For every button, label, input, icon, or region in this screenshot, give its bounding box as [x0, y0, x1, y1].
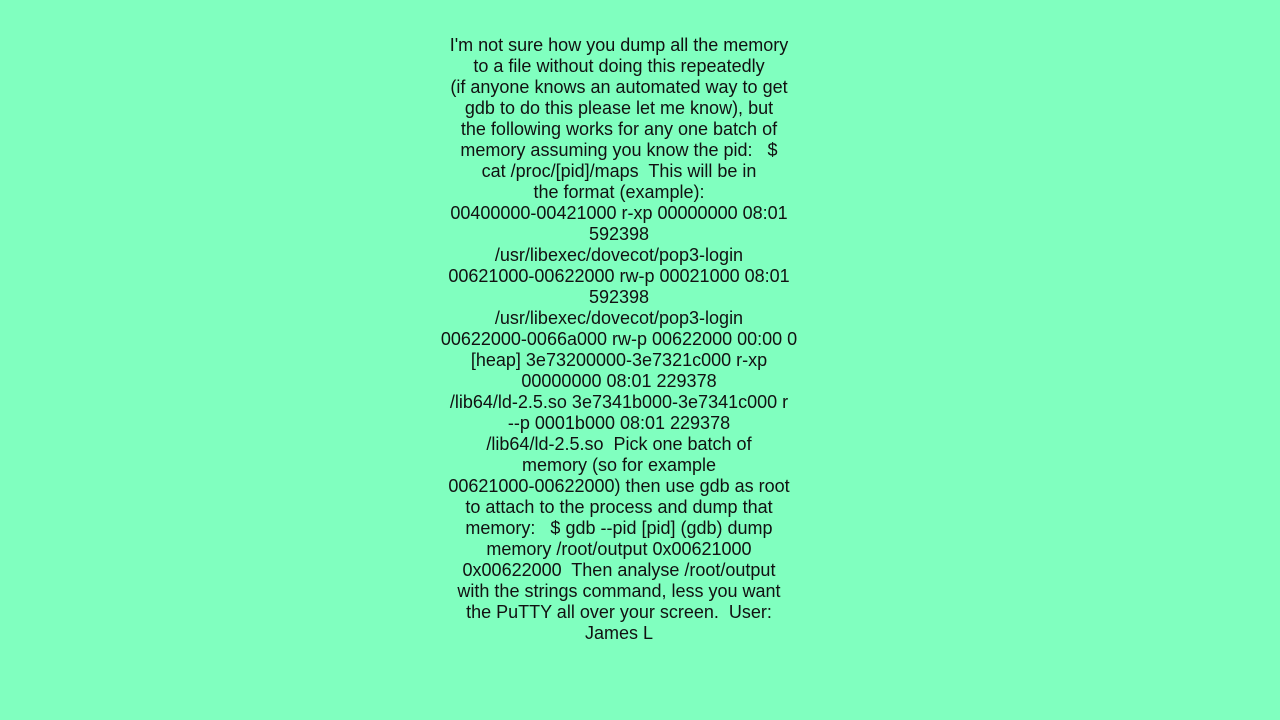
- post-line: the following works for any one batch of: [460, 119, 778, 139]
- post-line: the PuTTY all over your screen. User:: [466, 602, 772, 622]
- post-line: 00622000-0066a000 rw-p 00622000 00:00 0: [440, 329, 798, 349]
- post-line: the format (example):: [533, 182, 705, 202]
- post-line: to attach to the process and dump that: [465, 497, 773, 517]
- post-line: I'm not sure how you dump all the memory: [449, 35, 789, 55]
- post-text-block: [430, 35, 808, 644]
- post-line: memory (so for example: [521, 455, 717, 475]
- post-line: memory assuming you know the pid: $: [460, 140, 778, 160]
- post-line: 00621000-00622000) then use gdb as root: [448, 476, 790, 496]
- post-line: to a file without doing this repeatedly: [473, 56, 765, 76]
- post-line: 592398: [588, 287, 650, 307]
- post-line: /lib64/ld-2.5.so 3e7341b000-3e7341c000 r: [449, 392, 789, 412]
- post-line: (if anyone knows an automated way to get: [450, 77, 788, 97]
- post-line: cat /proc/[pid]/maps This will be in: [481, 161, 757, 181]
- post-line: 0x00622000 Then analyse /root/output: [462, 560, 776, 580]
- post-line: /lib64/ld-2.5.so Pick one batch of: [486, 434, 752, 454]
- post-line: /usr/libexec/dovecot/pop3-login: [494, 308, 744, 328]
- post-line: 00400000-00421000 r-xp 00000000 08:01: [450, 203, 788, 223]
- post-line: [heap] 3e73200000-3e7321c000 r-xp: [470, 350, 768, 370]
- post-author-line: James L: [584, 623, 654, 643]
- post-line: memory /root/output 0x00621000: [486, 539, 752, 559]
- post-line: 592398: [588, 224, 650, 244]
- post-line: with the strings command, less you want: [457, 581, 781, 601]
- post-line: memory: $ gdb --pid [pid] (gdb) dump: [465, 518, 773, 538]
- post-line: --p 0001b000 08:01 229378: [507, 413, 731, 433]
- post-line: 00000000 08:01 229378: [521, 371, 717, 391]
- post-line: /usr/libexec/dovecot/pop3-login: [494, 245, 744, 265]
- post-line: gdb to do this please let me know), but: [464, 98, 774, 118]
- post-line: 00621000-00622000 rw-p 00021000 08:01: [448, 266, 790, 286]
